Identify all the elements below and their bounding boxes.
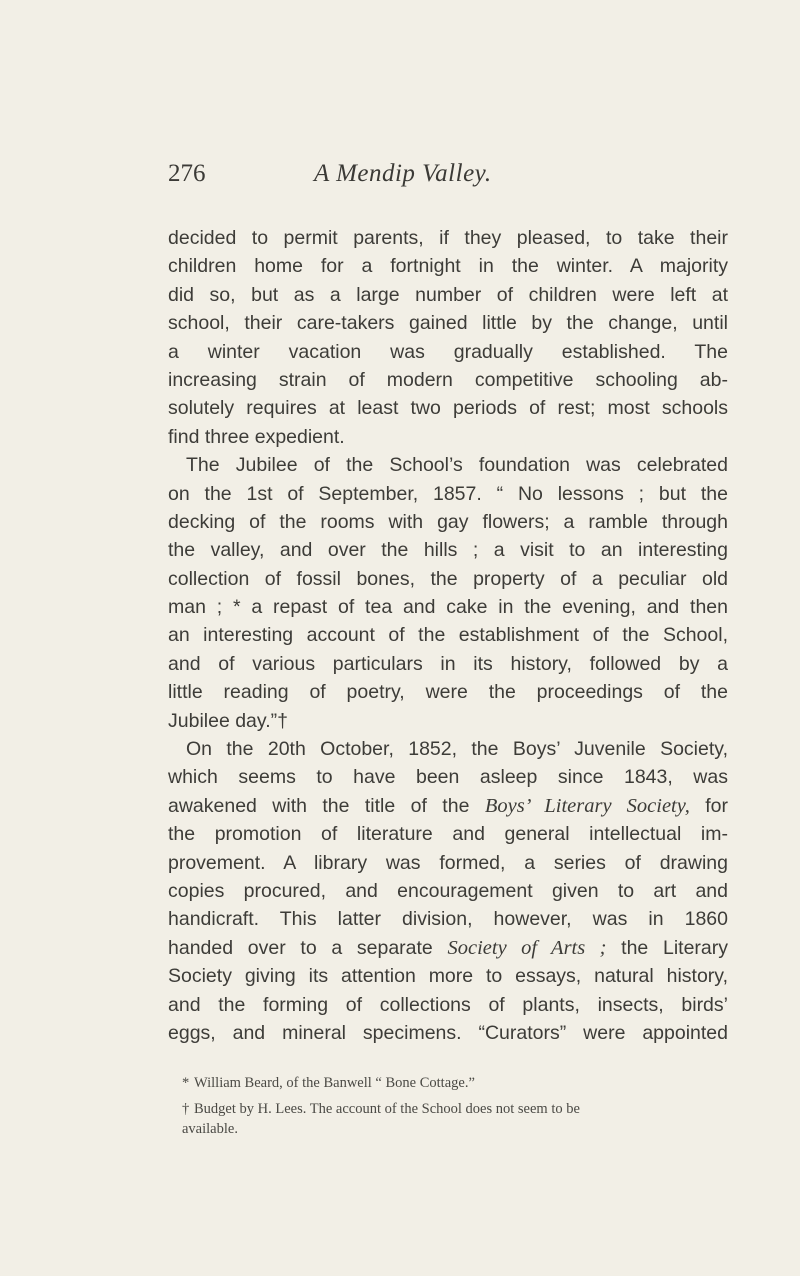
text-line <box>168 934 728 962</box>
running-title: A Mendip Valley. <box>314 160 492 187</box>
footnote <box>168 1073 728 1093</box>
footnote <box>168 1099 728 1139</box>
text-line: increasing strain of modern competitive schooling ab- <box>168 368 728 391</box>
footnote-text: Budget by H. Lees. The account of the School does not seem to be <box>194 1101 580 1117</box>
text-line: eggs, and mineral specimens. “Curators” were appointed <box>168 1021 728 1044</box>
text-line: find three expedient. <box>168 425 345 448</box>
paragraph-start: The Jubilee of the School’s foundation was celebrated <box>186 454 728 477</box>
text-line: children home for a fortnight in the winter. A majority <box>168 255 728 278</box>
text-line: and of various particulars in its history, followed by a <box>168 652 728 675</box>
text-line: copies procured, and encouragement given to art and <box>168 879 728 902</box>
text-line: little reading of poetry, were the proceedings of the <box>168 681 728 704</box>
text-line: school, their care-takers gained little by the change, until <box>168 312 728 335</box>
text-line: on the 1st of September, 1857. “ No lessons ; but the <box>168 482 728 505</box>
italic-title: Boys’ Literary Society, <box>484 794 690 817</box>
text-line: solutely requires at least two periods of rest; most schools <box>168 397 728 420</box>
text-line: decking of the rooms with gay flowers; a ramble through <box>168 510 728 533</box>
text-line: collection of fossil bones, the property of a peculiar old <box>168 567 728 590</box>
text-segment: the Literary <box>621 936 728 959</box>
footnotes <box>168 1073 728 1139</box>
text-line: Jubilee day.”† <box>168 709 288 732</box>
text-line <box>168 792 728 820</box>
footnote-text: William Beard, of the Banwell “ Bone Cottage.” <box>194 1075 475 1091</box>
page-number: 276 <box>168 160 206 187</box>
footnote-continuation: available. <box>182 1121 238 1137</box>
body-text <box>168 224 728 1047</box>
text-segment: handed over to a separate <box>168 936 433 959</box>
text-segment: awakened with the title of the <box>168 794 470 817</box>
text-line: provement. A library was formed, a series of drawing <box>168 851 728 874</box>
footnote-mark: * <box>182 1075 190 1091</box>
text-line: Society giving its attention more to essays, natural history, <box>168 965 728 988</box>
text-segment: for <box>705 794 728 817</box>
text-line: decided to permit parents, if they pleased, to take their <box>168 227 728 249</box>
text-line: the valley, and over the hills ; a visit to an interesting <box>168 539 728 562</box>
text-line: did so, but as a large number of children were left at <box>168 283 728 306</box>
text-line: a winter vacation was gradually established. The <box>168 340 728 363</box>
paragraph-start: On the 20th October, 1852, the Boys’ Juvenile Society, <box>186 738 728 761</box>
text-line: an interesting account of the establishment of the School, <box>168 624 728 647</box>
text-line: handicraft. This latter division, however, was in 1860 <box>168 908 728 931</box>
text-line: man ; * a repast of tea and cake in the evening, and then <box>168 596 728 619</box>
text-line: the promotion of literature and general intellectual im- <box>168 823 728 846</box>
text-line: and the forming of collections of plants, insects, birds’ <box>168 993 728 1016</box>
footnote-mark: † <box>182 1101 190 1117</box>
italic-title: Society of Arts ; <box>447 936 607 959</box>
text-line: which seems to have been asleep since 1843, was <box>168 766 728 789</box>
